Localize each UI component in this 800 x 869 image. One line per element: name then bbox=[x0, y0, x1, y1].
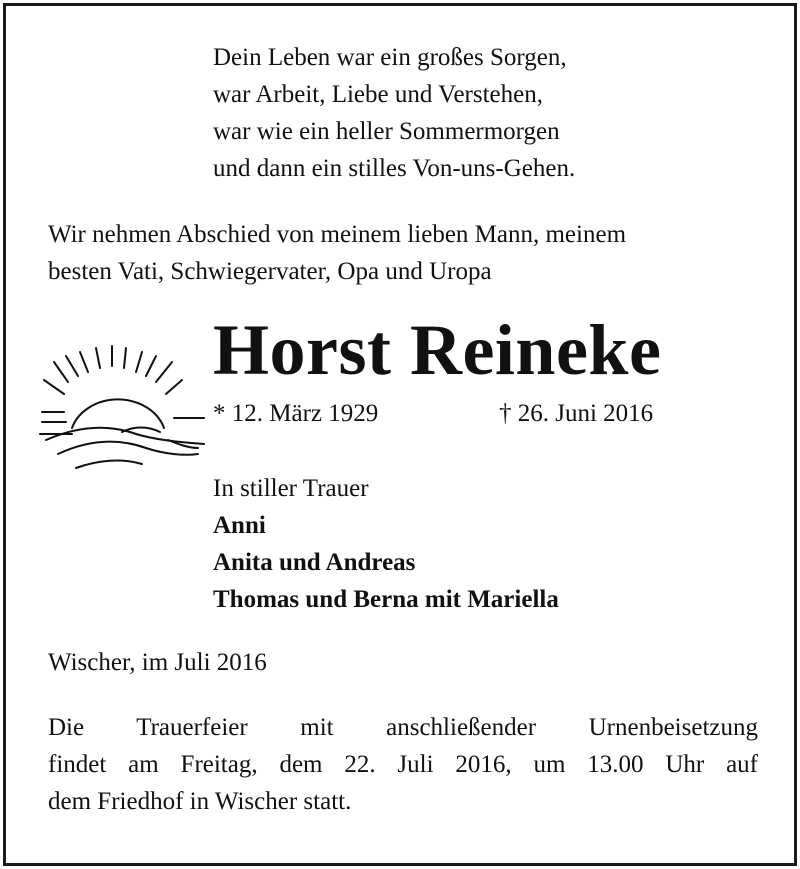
poem-line-2: war Arbeit, Liebe und Verstehen, bbox=[213, 81, 543, 108]
poem-line-3: war wie ein heller Sommermorgen bbox=[213, 118, 560, 145]
mourner-name-2: Anita und Andreas bbox=[213, 549, 416, 576]
place-date: Wischer, im Juli 2016 bbox=[48, 649, 267, 676]
sunset-over-hills-icon bbox=[38, 344, 206, 476]
funeral-line-1: Die Trauerfeier mit anschließender Urnenbeisetzung bbox=[48, 714, 758, 741]
mourner-name-1: Anni bbox=[213, 512, 266, 539]
mourner-name-3: Thomas und Berna mit Mariella bbox=[213, 586, 559, 613]
obituary-notice bbox=[3, 3, 797, 866]
deceased-name: Horst Reineke bbox=[213, 310, 662, 390]
intro-line-1: Wir nehmen Abschied von meinem lieben Mann, meinem bbox=[48, 221, 627, 248]
death-date: † 26. Juni 2016 bbox=[499, 400, 654, 427]
funeral-line-2: findet am Freitag, dem 22. Juli 2016, um 13.00 Uhr auf bbox=[48, 751, 758, 778]
birth-date: * 12. März 1929 bbox=[213, 400, 379, 427]
funeral-line-3: dem Friedhof in Wischer statt. bbox=[48, 788, 352, 815]
mourners-intro: In stiller Trauer bbox=[213, 475, 369, 502]
intro-line-2: besten Vati, Schwiegervater, Opa und Uropa bbox=[48, 258, 492, 285]
poem-line-1: Dein Leben war ein großes Sorgen, bbox=[213, 44, 567, 71]
poem-line-4: und dann ein stilles Von-uns-Gehen. bbox=[213, 155, 576, 182]
